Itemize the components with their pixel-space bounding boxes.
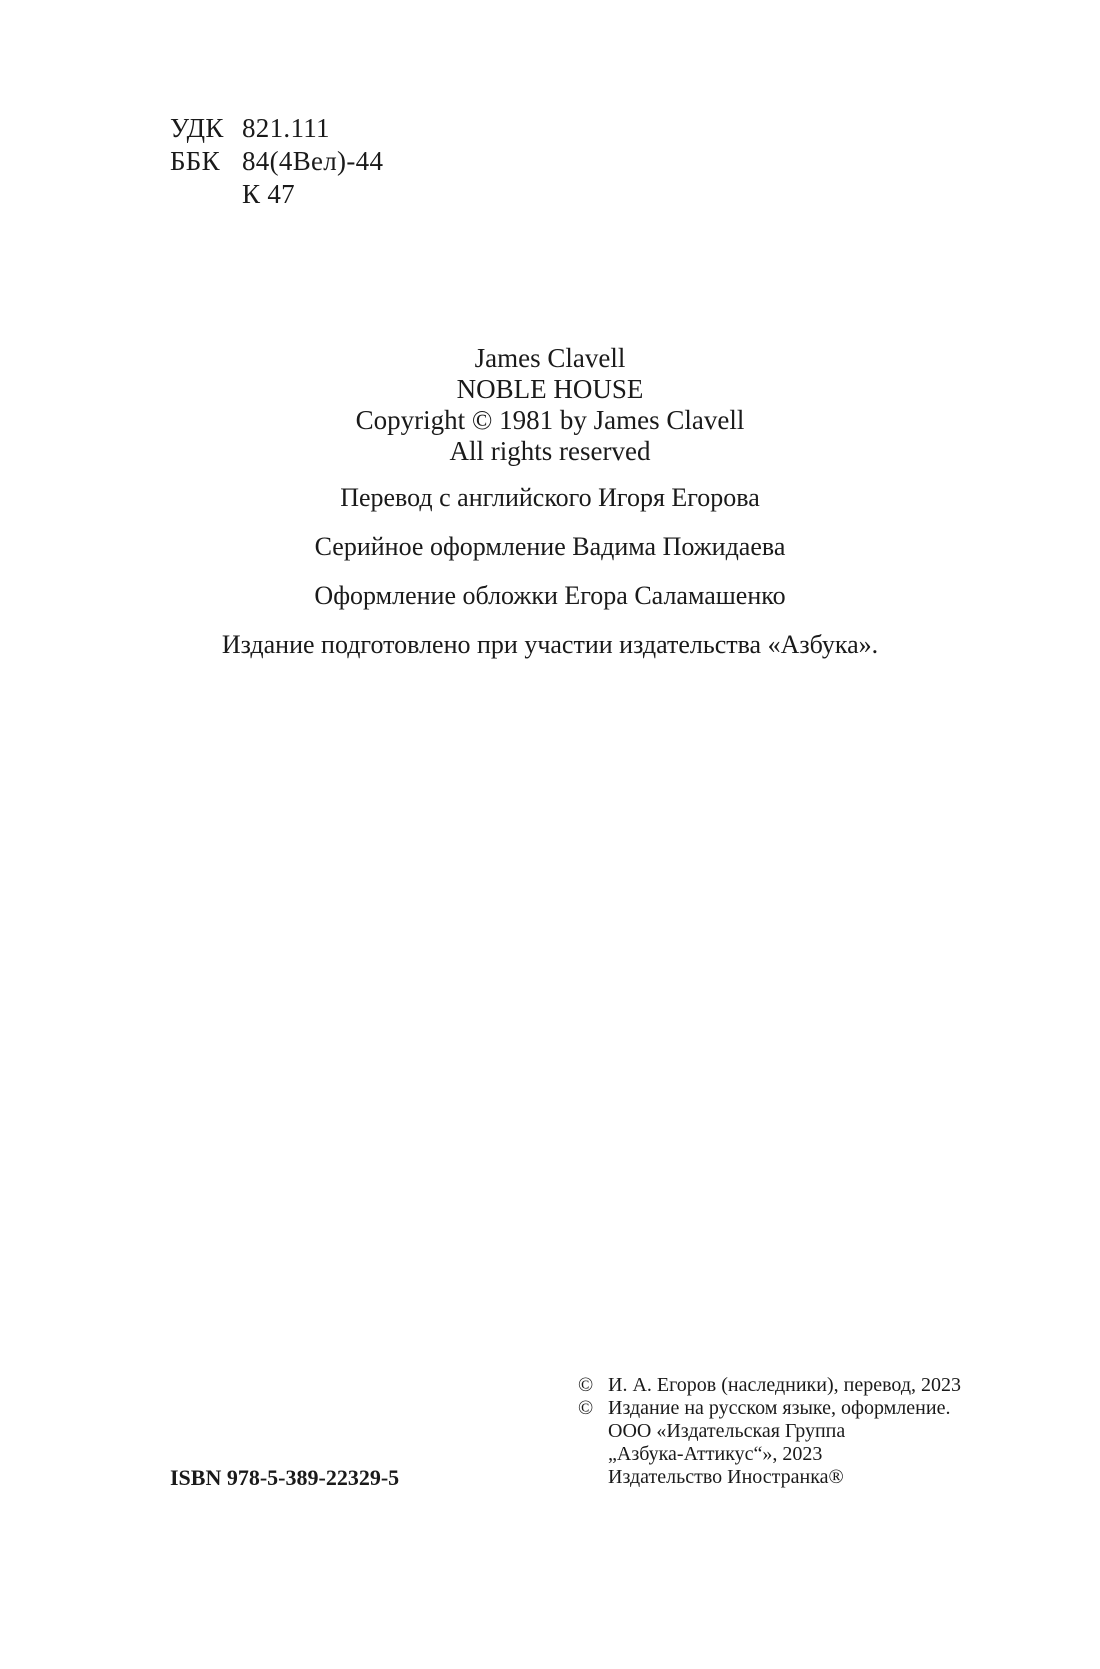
notice-text	[608, 1374, 961, 1397]
author-mark-value: К 47	[242, 179, 295, 209]
bbk-value: 84(4Вел)-44	[242, 146, 384, 176]
notice-translation	[578, 1374, 1048, 1397]
author-name: James Clavell	[474, 343, 626, 373]
notice-line: ООО «Издательская Группа	[608, 1420, 846, 1442]
edition-note: Издание подготовлено при участии издательства «Азбука».	[221, 630, 879, 659]
classification-row-bbk	[170, 145, 383, 178]
notice-line: Издание на русском языке, оформление.	[608, 1397, 951, 1419]
udk-label: УДК	[170, 113, 224, 143]
cover-design-credit: Оформление обложки Егора Саламашенко	[314, 581, 786, 610]
notice-line: И. А. Егоров (наследники), перевод, 2023	[608, 1374, 961, 1396]
classification-row-udk	[170, 112, 383, 145]
isbn: ISBN 978-5-389-22329-5	[170, 1465, 400, 1490]
classification-row-author-mark	[170, 178, 383, 211]
copyright-notices	[578, 1374, 1048, 1489]
copyright-symbol: ©	[578, 1374, 594, 1396]
translation-credit: Перевод с английского Игоря Егорова	[340, 483, 760, 512]
author-mark-label	[170, 178, 242, 211]
classification-block	[170, 112, 383, 211]
book-title: NOBLE HOUSE	[456, 374, 644, 404]
notice-edition	[578, 1397, 1048, 1489]
notice-line: Издательство Иностранка®	[608, 1466, 844, 1488]
udk-value: 821.111	[242, 113, 330, 143]
original-title-block	[0, 343, 1100, 467]
bbk-label: ББК	[170, 146, 220, 176]
notice-line: „Азбука-Аттикус“», 2023	[608, 1443, 823, 1465]
credits-block	[0, 482, 1100, 660]
notice-text	[608, 1397, 950, 1489]
rights-line: All rights reserved	[449, 436, 651, 466]
series-design-credit: Серийное оформление Вадима Пожидаева	[314, 532, 786, 561]
copyright-symbol: ©	[578, 1397, 594, 1419]
copyright-line: Copyright © 1981 by James Clavell	[355, 405, 745, 435]
